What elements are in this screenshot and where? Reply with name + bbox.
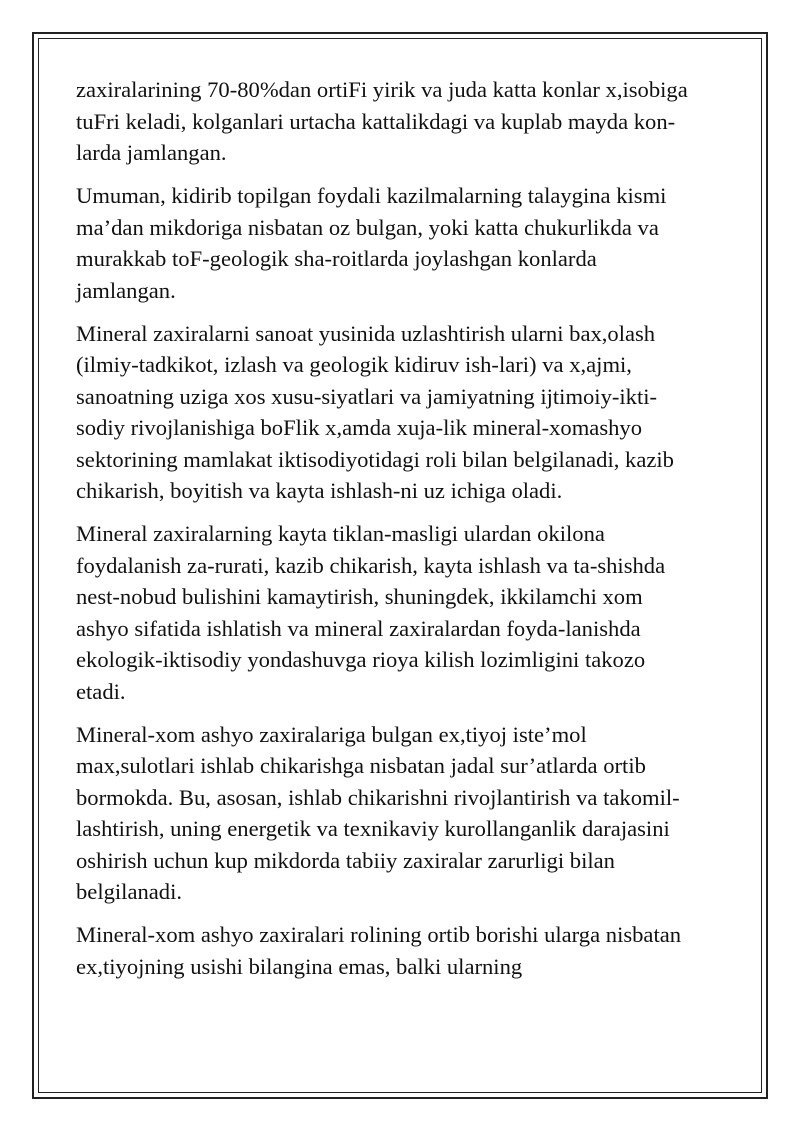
text-line: bormokda. Bu, asosan, ishlab chikarishni rivojlantirish va takomil- <box>76 784 680 810</box>
paragraph <box>76 180 736 306</box>
text-line: max,sulotlari ishlab chikarishga nisbatan jadal sur’atlarda ortib <box>76 753 646 778</box>
text-line: sodiy rivojlanishiga boFlik x,amda xuja-lik mineral-xomashyo <box>76 415 643 440</box>
text-line: belgilanadi. <box>76 879 183 904</box>
text-line: Mineral-xom ashyo zaxiralari rolining ortib borishi ularga nisbatan <box>76 922 682 947</box>
text-line: murakkab toF-geologik sha-roitlarda joylashgan konlarda <box>76 246 597 271</box>
text-line: ashyo sifatida ishlatish va mineral zaxiralardan foyda-lanishda <box>76 615 641 641</box>
text-line: etadi. <box>76 678 126 704</box>
paragraph <box>76 318 736 507</box>
document-body <box>76 74 736 994</box>
text-line: (ilmiy-tadkikot, izlash va geologik kidiruv ish-lari) va x,ajmi, <box>76 352 632 377</box>
text-line: ex,tiyojning usishi bilangina emas, balki ularning <box>76 953 523 979</box>
text-line: chikarish, boyitish va kayta ishlash-ni uz ichiga oladi. <box>76 478 563 503</box>
text-line: Mineral zaxiralarning kayta tiklan-masligi ulardan okilona <box>76 521 605 546</box>
text-line: jamlangan. <box>76 277 176 303</box>
text-line: sanoatning uziga xos xusu-siyatlari va jamiyatning ijtimoiy-ikti- <box>76 383 658 409</box>
text-line: Mineral-xom ashyo zaxiralariga bulgan ex,tiyoj iste’mol <box>76 721 587 747</box>
paragraph <box>76 518 736 707</box>
text-line: Umuman, kidirib topilgan foydali kazilmalarning talaygina kismi <box>76 183 667 208</box>
text-line: foydalanish za-rurati, kazib chikarish, kayta ishlash va ta-shishda <box>76 552 666 578</box>
text-line: tuFri keladi, kolganlari urtacha kattalikdagi va kuplab mayda kon- <box>76 108 676 134</box>
paragraph <box>76 719 736 908</box>
text-line: lashtirish, uning energetik va texnikaviy kurollanganlik darajasini <box>76 816 670 841</box>
text-line: ma’dan mikdoriga nisbatan oz bulgan, yoki katta chukurlikda va <box>76 214 659 240</box>
text-line: oshirish uchun kup mikdorda tabiiy zaxiralar zarurligi bilan <box>76 847 615 873</box>
text-line: ekologik-iktisodiy yondashuvga rioya kilish lozimligini takozo <box>76 647 646 672</box>
text-line: Mineral zaxiralarni sanoat yusinida uzlashtirish ularni bax,olash <box>76 320 656 346</box>
paragraph <box>76 919 736 982</box>
text-line: zaxiralarining 70-80%dan ortiFi yirik va juda katta konlar x,isobiga <box>76 77 688 102</box>
paragraph <box>76 74 736 169</box>
text-line: sektorining mamlakat iktisodiyotidagi roli bilan belgilanadi, kazib <box>76 446 674 472</box>
text-line: nest-nobud bulishini kamaytirish, shuningdek, ikkilamchi xom <box>76 584 643 609</box>
text-line: larda jamlangan. <box>76 140 227 165</box>
